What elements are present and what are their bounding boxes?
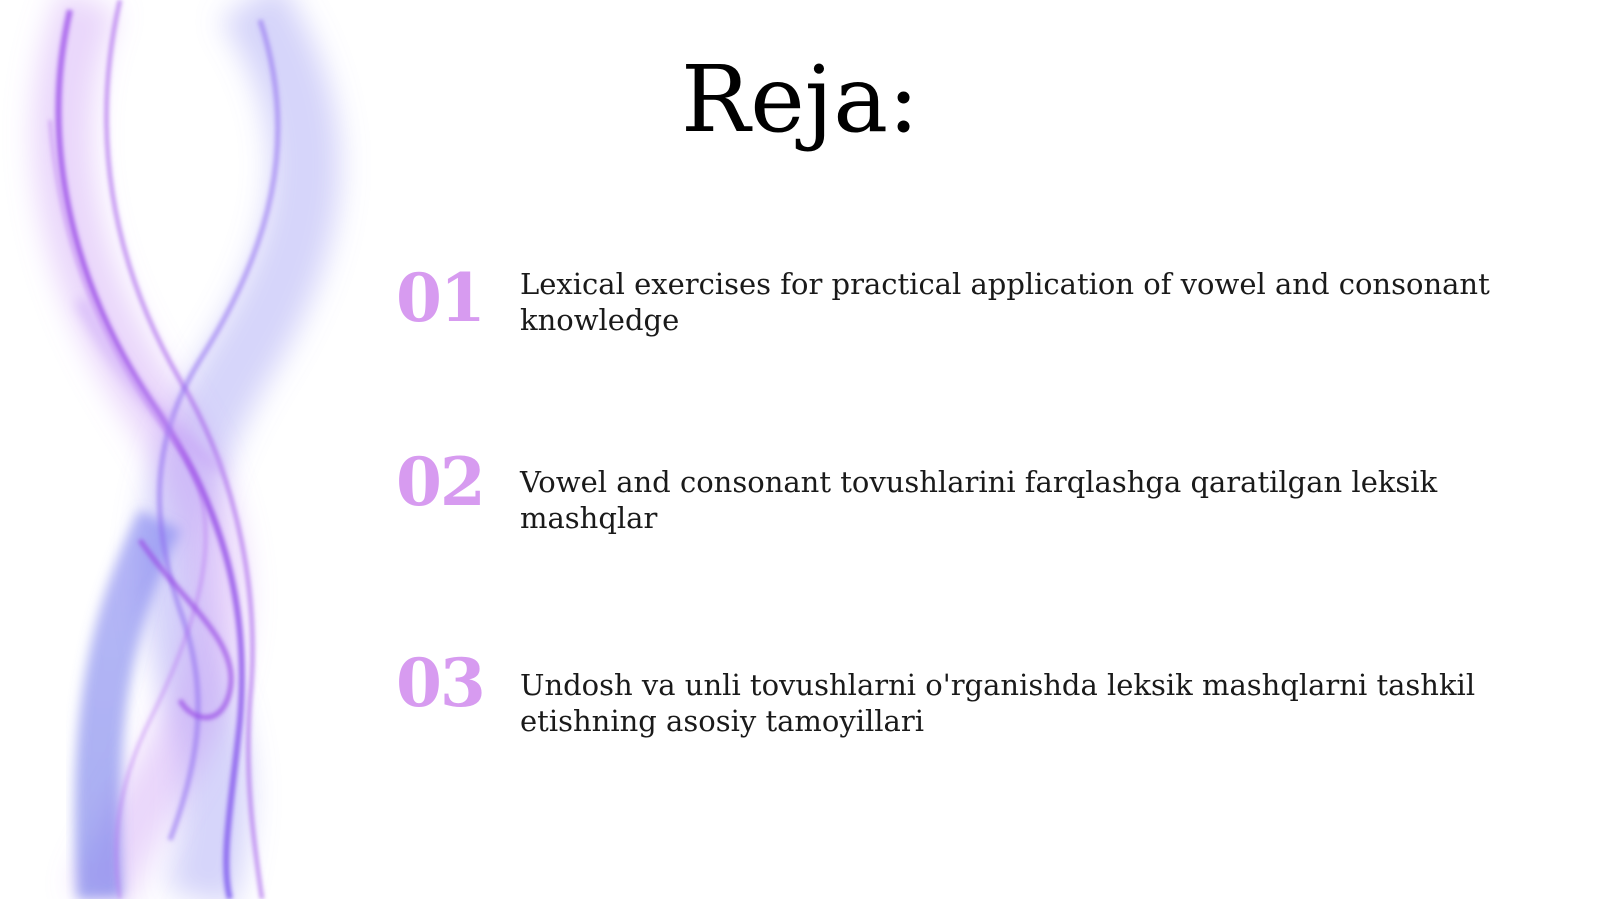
agenda-item-text: Undosh va unli tovushlarni o'rganishda leksik mashqlarni tashkil etishning asosiy tamoyillari xyxy=(520,668,1476,738)
agenda-item-text: Vowel and consonant tovushlarini farqlashga qaratilgan leksik mashqlar xyxy=(520,465,1438,535)
purple-smoke-decoration xyxy=(0,0,420,899)
agenda-item-text: Lexical exercises for practical application of vowel and consonant knowledge xyxy=(520,267,1490,337)
agenda-item xyxy=(396,258,1536,368)
agenda-item-number: 02 xyxy=(396,443,484,521)
agenda-item-number: 03 xyxy=(396,644,484,722)
agenda-item xyxy=(396,442,1536,552)
agenda-item xyxy=(396,643,1536,753)
agenda-item-number: 01 xyxy=(396,259,484,337)
slide-title: Reja: xyxy=(680,46,920,153)
